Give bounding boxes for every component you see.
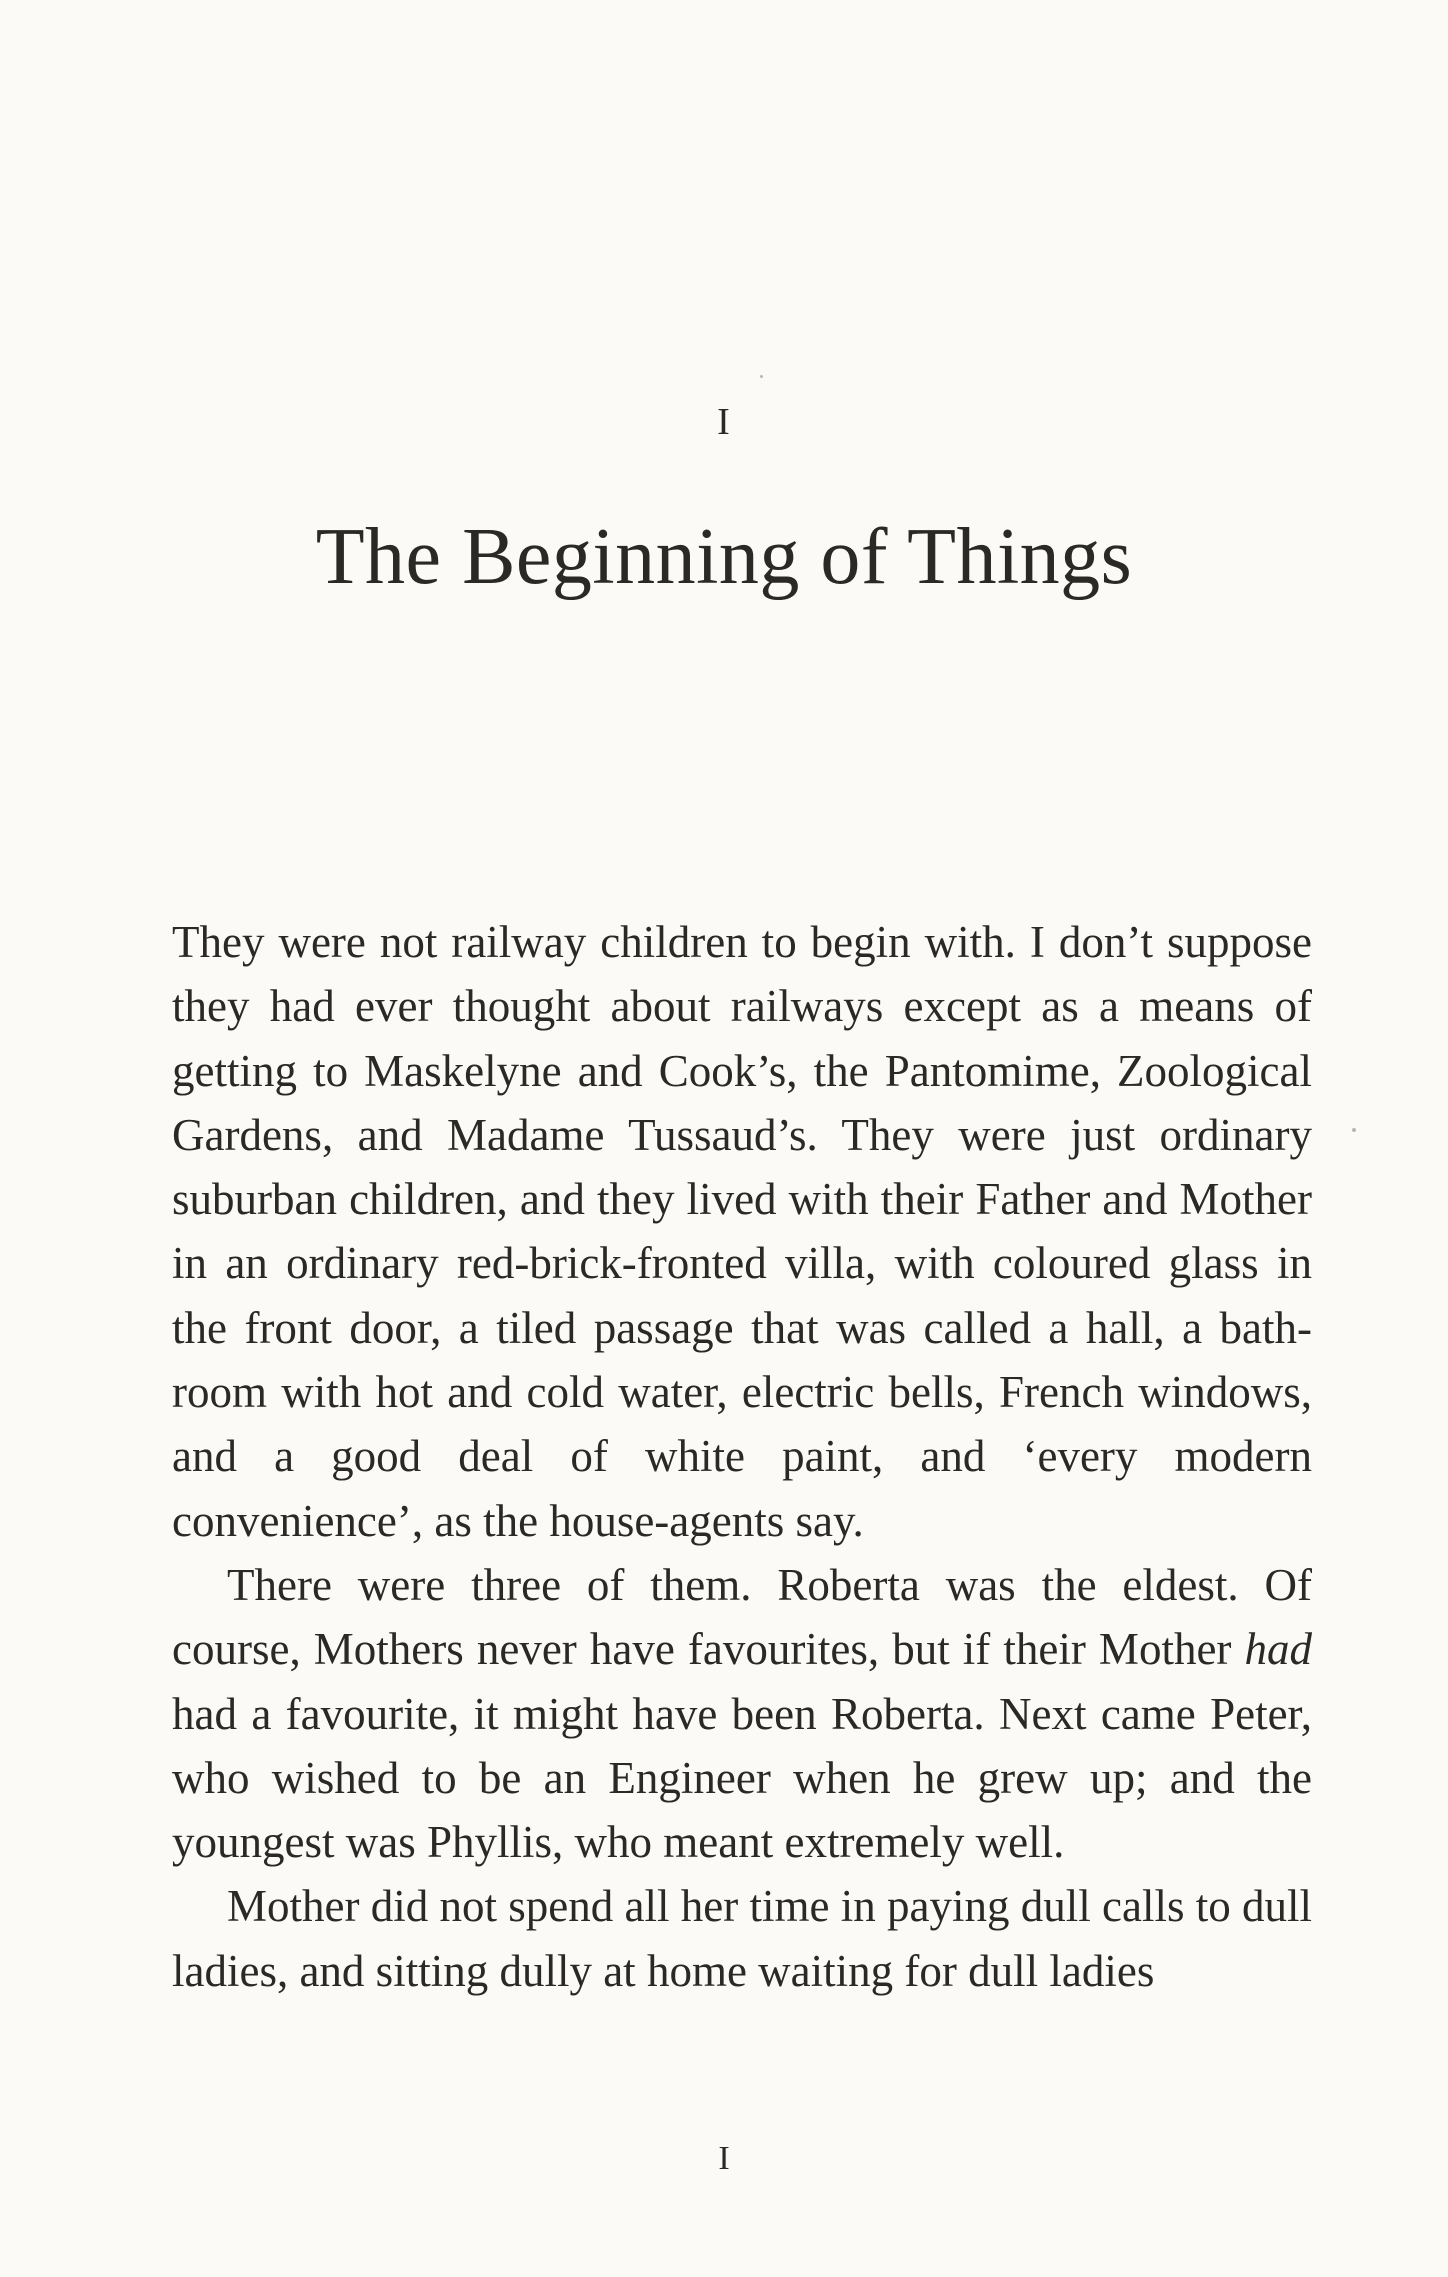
paragraph-1: They were not railway children to begin with. I don’t suppose they had ever thought about railways except as a means of getting to Maskelyne and Cook’s, the Pantomime, Zoological Gardens, and Madame Tussaud’s. They were just ordinary suburban children, and they lived with their Father and Mother in an ordinary red-brick-fronted villa, with coloured glass in the front door, a tiled passage that was called a hall, a bath-room with hot and cold water, electric bells, French windows, and a good deal of white paint, and ‘every modern convenience’, as the house-agents say. [172,917,1312,1546]
paragraph-2-emphasis: had [1244,1624,1312,1675]
paper-speck [1352,1128,1356,1132]
paragraph-3: Mother did not spend all her time in paying dull calls to dull ladies, and sitting dully at home waiting for dull ladies [172,1881,1312,1996]
chapter-title: The Beginning of Things [315,513,1133,601]
chapter-number: I [717,401,731,443]
paragraph-2-text: There were three of them. Roberta was the eldest. Of course, Mothers never have favourites, but if their Mother [172,1559,1312,1675]
paper-speck [760,375,763,378]
body-text [172,910,1312,2003]
paragraph-2-text-after: had a favourite, it might have been Roberta. Next came Peter, who wished to be an Engineer when he grew up; and the youngest was Phyllis, who meant extremely well. [172,1688,1312,1868]
page-number: I [718,2140,730,2177]
paragraph-2 [172,1553,1312,1874]
